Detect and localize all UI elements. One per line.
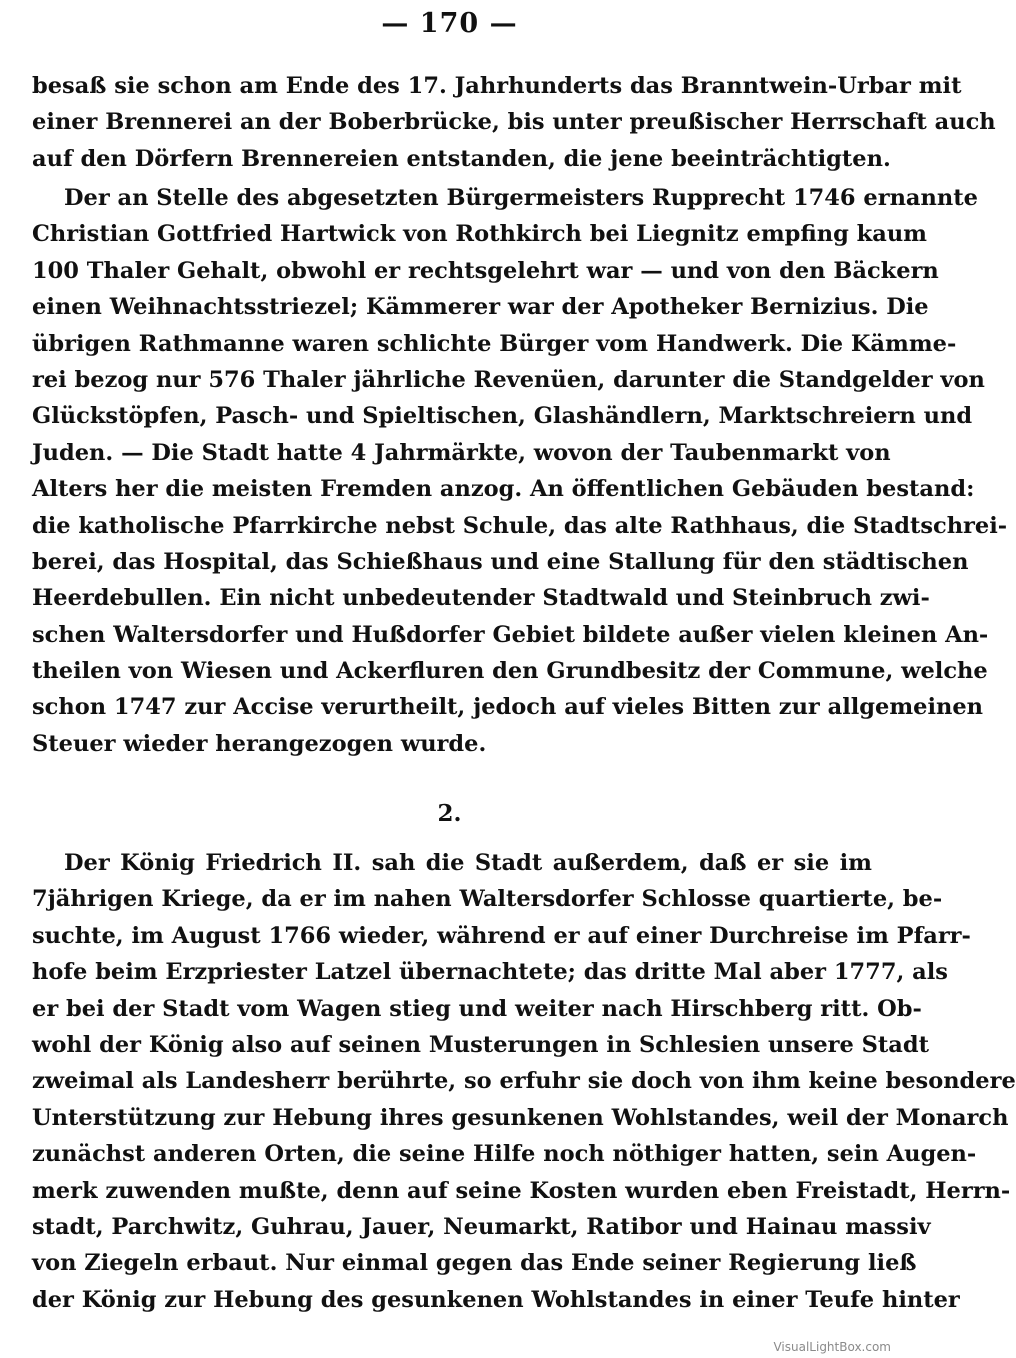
text-line: auf den Dörfern Brennereien entstanden, die jene beeinträchtigten. — [32, 145, 891, 172]
text-line: übrigen Rathmanne waren schlichte Bürger vom Handwerk. Die Kämme- — [32, 330, 957, 357]
text-line: wohl der König also auf seinen Musterungen in Schlesien unsere Stadt — [32, 1031, 930, 1058]
text-line: schon 1747 zur Accise verurtheilt, jedoch auf vieles Bitten zur allgemeinen — [32, 694, 984, 721]
text-line: zunächst anderen Orten, die seine Hilfe noch nöthiger hatten, sein Augen- — [32, 1141, 977, 1168]
text-line: schen Waltersdorfer und Hußdorfer Gebiet bildete außer vielen kleinen An- — [32, 621, 989, 648]
text-line: Juden. — Die Stadt hatte 4 Jahrmärkte, wovon der Taubenmarkt von — [32, 439, 891, 466]
text-line: Alters her die meisten Fremden anzog. An öffentlichen Gebäuden bestand: — [32, 476, 975, 503]
text-line: die katholische Pfarrkirche nebst Schule, das alte Rathhaus, die Stadtschrei- — [32, 512, 1008, 539]
text-line: Heerdebullen. Ein nicht unbedeutender Stadtwald und Steinbruch zwi- — [32, 585, 930, 612]
text-line: berei, das Hospital, das Schießhaus und eine Stallung für den städtischen — [32, 548, 969, 575]
section-number: 2. — [437, 800, 462, 827]
paragraph-buergermeister — [32, 180, 1008, 762]
text-line: er bei der Stadt vom Wagen stieg und weiter nach Hirschberg ritt. Ob- — [32, 995, 922, 1022]
text-line: 7jährigen Kriege, da er im nahen Waltersdorfer Schlosse quartierte, be- — [32, 886, 943, 913]
text-line: stadt, Parchwitz, Guhrau, Jauer, Neumarkt, Ratibor und Hainau massiv — [32, 1213, 931, 1240]
text-line: einen Weihnachtsstriezel; Kämmerer war der Apotheker Bernizius. Die — [32, 294, 929, 321]
text-line: zweimal als Landesherr berührte, so erfuhr sie doch von ihm keine besondere — [32, 1068, 1016, 1095]
text-line: hofe beim Erzpriester Latzel übernachtete; das dritte Mal aber 1777, als — [32, 959, 948, 986]
text-line: Unterstützung zur Hebung ihres gesunkenen Wohlstandes, weil der Monarch — [32, 1104, 1009, 1131]
text-line: Glückstöpfen, Pasch- und Spieltischen, Glashändlern, Marktschreiern und — [32, 403, 973, 430]
text-line: theilen von Wiesen und Ackerfluren den Grundbesitz der Commune, welche — [32, 658, 988, 685]
text-line: von Ziegeln erbaut. Nur einmal gegen das Ende seiner Regierung ließ — [32, 1250, 917, 1277]
page-number: — 170 — — [381, 8, 518, 39]
text-line: suchte, im August 1766 wieder, während er auf einer Durchreise im Pfarr- — [32, 922, 971, 949]
text-line: Steuer wieder herangezogen wurde. — [32, 730, 487, 757]
paragraph-koenig — [32, 845, 1016, 1318]
text-line: 100 Thaler Gehalt, obwohl er rechtsgelehrt war — und von den Bäckern — [32, 257, 939, 284]
text-line: Christian Gottfried Hartwick von Rothkirch bei Liegnitz empfing kaum — [32, 221, 927, 248]
text-line: einer Brennerei an der Boberbrücke, bis unter preußischer Herrschaft auch — [32, 109, 996, 136]
text-line: rei bezog nur 576 Thaler jährliche Revenüen, darunter die Standgelder von — [32, 366, 985, 393]
text-line: Der an Stelle des abgesetzten Bürgermeisters Rupprecht 1746 ernannte — [64, 185, 978, 211]
paragraph-continuation — [32, 68, 996, 177]
text-line: Der König Friedrich II. sah die Stadt außerdem, daß er sie im — [64, 850, 872, 876]
watermark: VisualLightBox.com — [773, 1340, 891, 1354]
text-line: merk zuwenden mußte, denn auf seine Kosten wurden eben Freistadt, Herrn- — [32, 1177, 1011, 1204]
text-line: der König zur Hebung des gesunkenen Wohlstandes in einer Teufe hinter — [32, 1286, 960, 1313]
text-line: besaß sie schon am Ende des 17. Jahrhunderts das Branntwein-Urbar mit — [32, 73, 962, 99]
